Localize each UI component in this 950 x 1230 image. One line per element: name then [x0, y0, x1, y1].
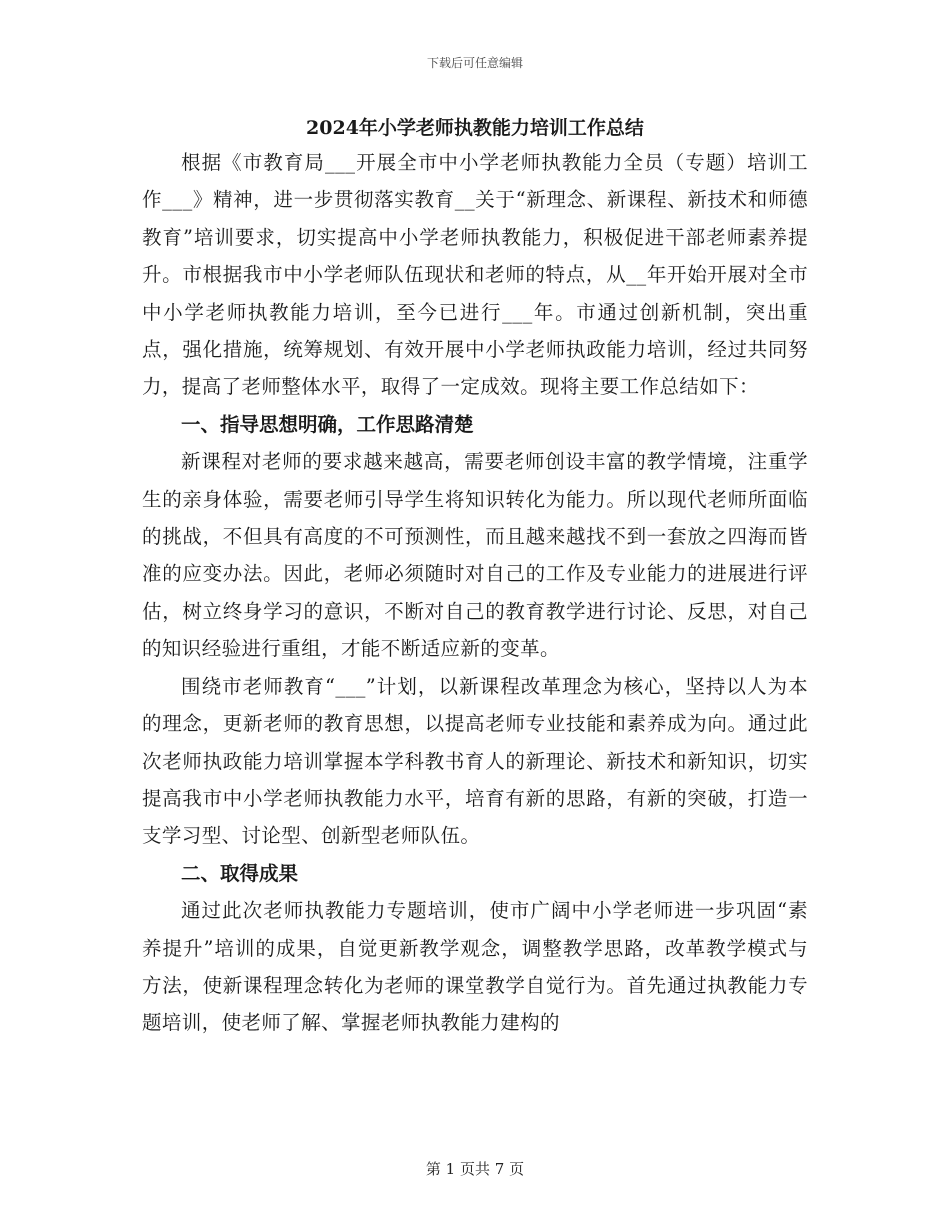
document-body: [142, 112, 808, 1042]
document-title: 2024年小学老师执教能力培训工作总结: [306, 117, 644, 139]
header-note: 下载后可任意编辑: [426, 56, 523, 70]
paragraph-2: 新课程对老师的要求越来越高，需要老师创设丰富的教学情境，注重学生的亲身体验，需要老师引导学生将知识转化为能力。所以现代老师所面临的挑战，不但具有高度的不可预测性，而且越来越找不到一套放之四海而皆准的应变办法。因此，老师必须随时对自己的工作及专业能力的进展进行评估，树立终身学习的意识，不断对自己的教育教学进行讨论、反思，对自己的知识经验进行重组，才能不断适应新的变革。: [142, 450, 808, 661]
paragraph-4: 通过此次老师执教能力专题培训，使市广阔中小学老师进一步巩固“素养提升”培训的成果，自觉更新教学观念，调整教学思路，改革教学模式与方法，使新课程理念转化为老师的课堂教学自觉行为。首先通过执教能力专题培训，使老师了解、掌握老师执教能力建构的: [142, 899, 808, 1035]
page-footer: 第 1 页共 7 页: [425, 1160, 525, 1178]
paragraph-3: 围绕市老师教育“___”计划，以新课程改革理念为核心，坚持以人为本的理念，更新老师的教育思想，以提高老师专业技能和素养成为向。通过此次老师执政能力培训掌握本学科教书育人的新理论、新技术和新知识，切实提高我市中小学老师执教能力水平，培育有新的思路，有新的突破，打造一支学习型、讨论型、创新型老师队伍。: [142, 674, 808, 848]
section-heading-2: 二、取得成果: [181, 861, 299, 885]
paragraph-intro: 根据《市教育局___开展全市中小学老师执教能力全员（专题）培训工作___》精神，进一步贯彻落实教育__关于“新理念、新课程、新技术和师德教育”培训要求，切实提高中小学老师执教能力，积极促进干部老师素养提升。市根据我市中小学老师队伍现状和老师的特点，从__年开始开展对全市中小学老师执教能力培训，至今已进行___年。市通过创新机制，突出重点，强化措施，统筹规划、有效开展中小学老师执政能力培训，经过共同努力，提高了老师整体水平，取得了一定成效。现将主要工作总结如下：: [142, 151, 808, 399]
section-heading-1: 一、指导思想明确，工作思路清楚: [181, 412, 474, 436]
